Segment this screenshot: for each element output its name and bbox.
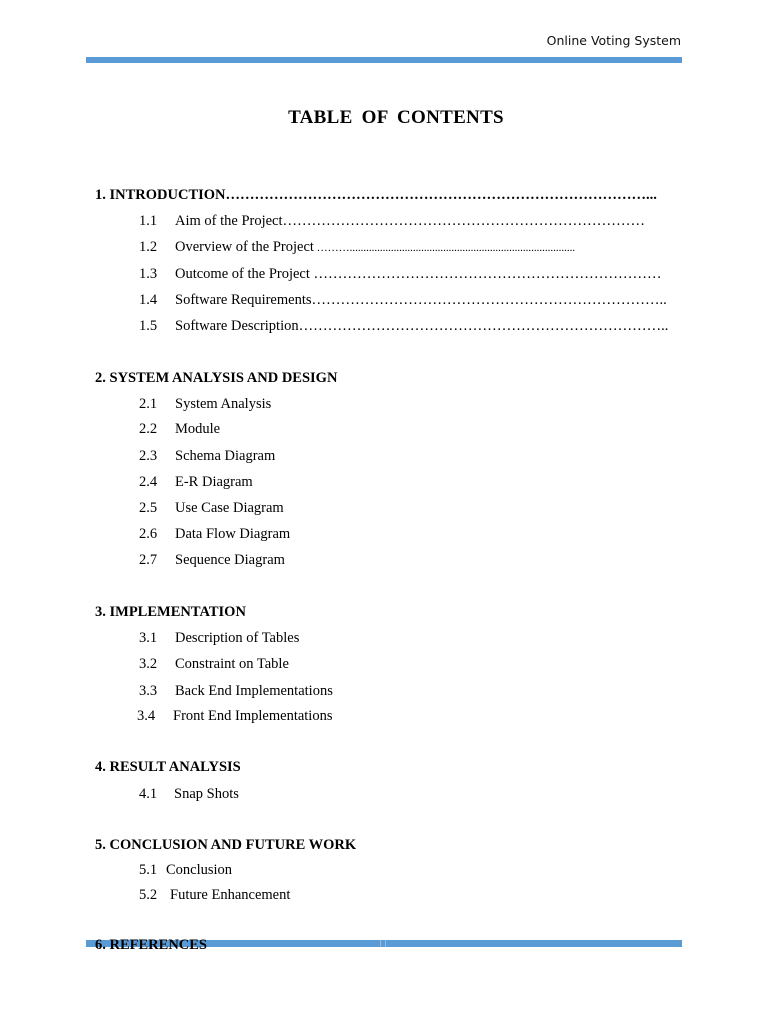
toc-item-number: 2.6 [139,526,158,542]
toc-item-label: Software Requirements [175,292,312,308]
toc-item-number: 3.1 [139,630,158,646]
toc-item-label: Software Description [175,318,299,334]
toc-item-label: System Analysis [175,396,272,412]
toc-item-3-2[interactable] [139,655,289,673]
toc-leader: ………………………………………………………………… [282,213,646,229]
toc-item-1-3[interactable] [139,265,662,283]
toc-item-label: Aim of the Project [175,213,283,229]
toc-item-2-2[interactable] [139,420,220,438]
toc-item-number: 1.5 [139,318,158,334]
toc-item-number: 1.2 [139,239,158,255]
header-title: Online Voting System [546,33,681,48]
toc-item-2-1[interactable] [139,395,271,413]
toc-section-label: 2. SYSTEM ANALYSIS AND DESIGN [95,370,338,386]
toc-leader: ……………………………………………………………… [309,266,662,282]
toc-item-label: Snap Shots [174,786,239,802]
toc-item-label: Future Enhancement [170,887,291,903]
toc-item-number: 2.4 [139,474,158,490]
toc-item-label: Use Case Diagram [175,500,284,516]
toc-item-3-3[interactable] [139,682,333,700]
toc-item-3-4[interactable] [137,707,332,725]
toc-item-label: Conclusion [166,862,233,878]
toc-item-number: 2.2 [139,421,158,437]
toc-item-1-2[interactable] [139,238,575,257]
toc-leader: ………………………………………………………………….. [298,318,669,334]
toc-item-number: 1.1 [139,213,158,229]
toc-item-label: Outcome of the Project [175,266,310,282]
toc-item-2-6[interactable] [139,525,290,543]
toc-item-number: 2.5 [139,500,158,516]
toc-section-label: 1. INTRODUCTION [95,187,226,203]
toc-item-5-2[interactable] [139,886,290,904]
toc-item-number: 1.4 [139,292,158,308]
toc-item-1-4[interactable] [139,291,667,309]
footer-rule-break [376,940,390,947]
header-rule [86,57,682,63]
toc-item-label: E-R Diagram [175,474,253,490]
toc-title: TABLE OF CONTENTS [288,107,504,128]
toc-item-number: 3.4 [137,708,156,724]
toc-item-label: Constraint on Table [175,656,289,672]
toc-item-number: 2.1 [139,396,158,412]
toc-section-system-analysis[interactable] [95,369,337,387]
toc-item-5-1[interactable] [139,861,232,879]
toc-section-label: 5. CONCLUSION AND FUTURE WORK [95,837,357,853]
toc-item-label: Data Flow Diagram [175,526,291,542]
toc-section-label: 3. IMPLEMENTATION [95,604,246,620]
toc-item-2-4[interactable] [139,473,253,491]
toc-item-label: Overview of the Project [175,239,314,255]
toc-item-2-3[interactable] [139,447,275,465]
toc-section-result-analysis[interactable] [95,758,241,776]
toc-section-label: 4. RESULT ANALYSIS [95,759,241,775]
toc-item-number: 3.3 [139,683,158,699]
toc-item-label: Back End Implementations [175,683,333,699]
toc-section-references[interactable] [95,936,207,954]
toc-item-number: 1.3 [139,266,158,282]
toc-item-2-5[interactable] [139,499,284,517]
toc-item-label: Sequence Diagram [175,552,285,568]
toc-leader: ……….................................................................................. [313,242,576,254]
toc-item-label: Description of Tables [175,630,300,646]
toc-section-implementation[interactable] [95,603,246,621]
toc-item-number: 3.2 [139,656,158,672]
toc-item-label: Front End Implementations [173,708,333,724]
toc-section-conclusion[interactable] [95,836,356,854]
toc-section-introduction[interactable] [95,186,657,204]
toc-item-4-1[interactable] [139,785,239,803]
toc-leader: ……………………………………………………………….. [311,292,667,308]
toc-leader: ……………………………………………………………………………... [225,187,657,203]
toc-item-1-1[interactable] [139,212,645,230]
toc-item-number: 2.7 [139,552,158,568]
toc-section-label: 6. REFERENCES [95,937,207,953]
toc-item-label: Module [175,421,221,437]
toc-item-3-1[interactable] [139,629,299,647]
toc-item-1-5[interactable] [139,317,668,335]
toc-item-number: 2.3 [139,448,158,464]
toc-item-number: 5.1 [139,862,158,878]
toc-item-number: 5.2 [139,887,158,903]
toc-item-label: Schema Diagram [175,448,276,464]
toc-item-2-7[interactable] [139,551,285,569]
toc-item-number: 4.1 [139,786,158,802]
